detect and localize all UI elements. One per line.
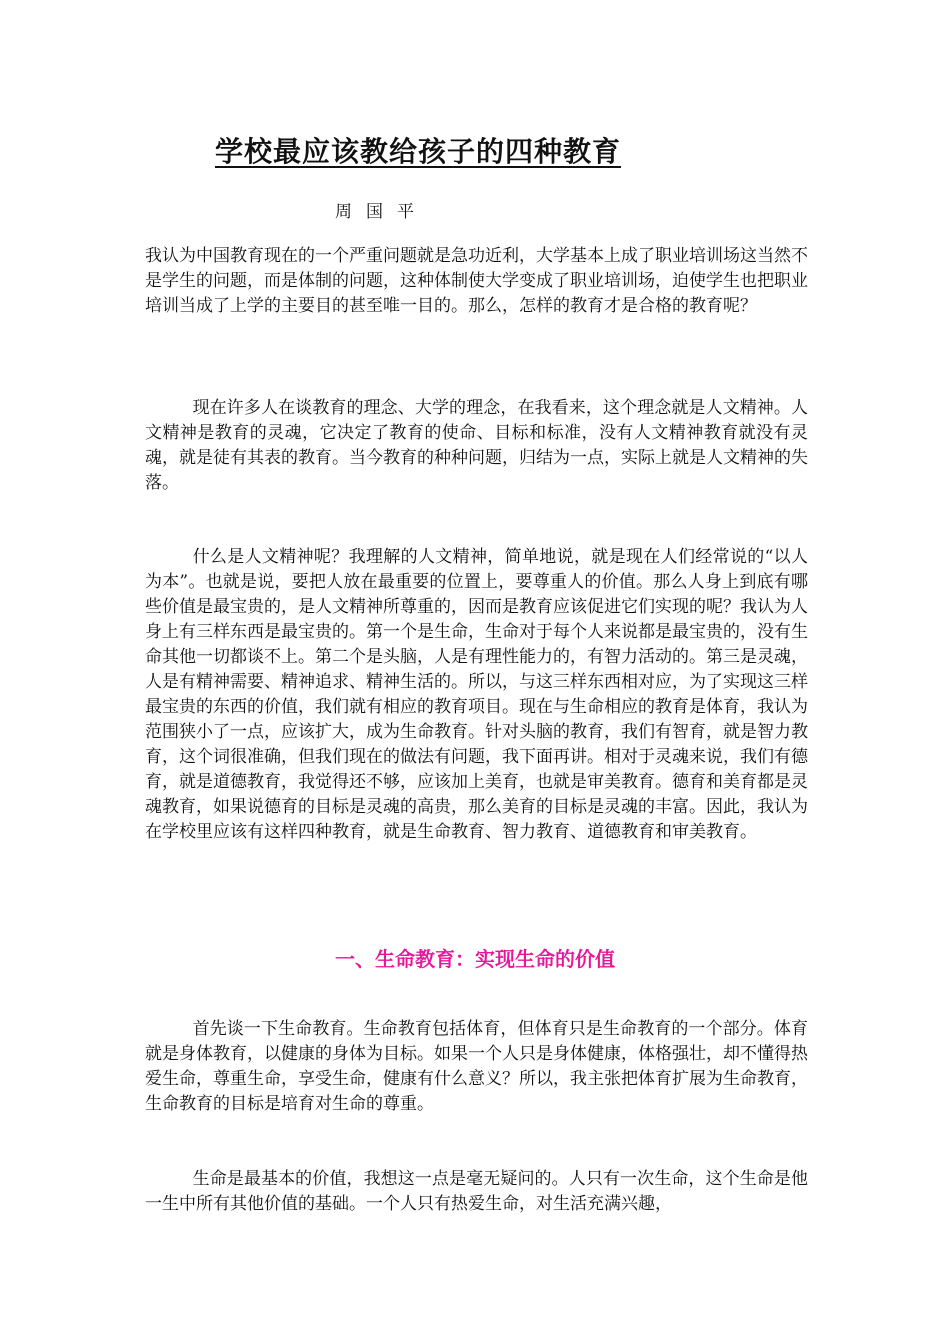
intro-paragraph: 我认为中国教育现在的一个严重问题就是急功近利，大学基本上成了职业培训场这当然不是学生的问题，而是体制的问题，这种体制使大学变成了职业培训场，迫使学生也把职业培训当成了上学的主要目的甚至唯一目的。那么，怎样的教育才是合格的教育呢？ bbox=[145, 246, 808, 316]
section-paragraph: 首先谈一下生命教育。生命教育包括体育，但体育只是生命教育的一个部分。体育就是身体教育，以健康的身体为目标。如果一个人只是身体健康，体格强壮，却不懂得热爱生命，尊重生命，享受生命，健康有什么意义？所以，我主张把体育扩展为生命教育，生命教育的目标是培育对生命的尊重。 bbox=[145, 1019, 808, 1114]
section-paragraph: 生命是最基本的价值，我想这一点是毫无疑问的。人只有一次生命，这个生命是他一生中所有其他价值的基础。一个人只有热爱生命，对生活充满兴趣， bbox=[145, 1169, 808, 1214]
body-paragraph: 什么是人文精神呢？我理解的人文精神，简单地说，就是现在人们经常说的“以人为本”。也就是说，要把人放在最重要的位置上，要尊重人的价值。那么人身上到底有哪些价值是最宝贵的，是人文精神所尊重的，因而是教育应该促进它们实现的呢？我认为人身上有三样东西是最宝贵的。第一个是生命，生命对于每个人来说都是最宝贵的，没有生命其他一切都谈不上。第二个是头脑，人是有理性能力的，有智力活动的。第三是灵魂，人是有精神需要、精神追求、精神生活的。所以，与这三样东西相对应，为了实现这三样最宝贵的东西的价值，我们就有相应的教育项目。现在与生命相应的教育是体育，我认为范围狭小了一点，应该扩大，成为生命教育。针对头脑的教育，我们有智育，就是智力教育，这个词很准确，但我们现在的做法有问题，我下面再讲。相对于灵魂来说，我们有德育，就是道德教育，我觉得还不够，应该加上美育，也就是审美教育。德育和美育都是灵魂教育，如果说德育的目标是灵魂的高贵，那么美育的目标是灵魂的丰富。因此，我认为在学校里应该有这样四种教育，就是生命教育、智力教育、道德教育和审美教育。 bbox=[145, 547, 808, 842]
body-paragraph: 现在许多人在谈教育的理念、大学的理念，在我看来，这个理念就是人文精神。人文精神是教育的灵魂，它决定了教育的使命、目标和标准，没有人文精神教育就没有灵魂，就是徒有其表的教育。当今教育的种种问题，归结为一点，实际上就是人文精神的失落。 bbox=[145, 398, 808, 493]
section-heading: 一、生命教育：实现生命的价值 bbox=[335, 947, 615, 971]
author-name: 周国平 bbox=[335, 202, 428, 222]
document-title: 学校最应该教给孩子的四种教育 bbox=[214, 135, 621, 168]
